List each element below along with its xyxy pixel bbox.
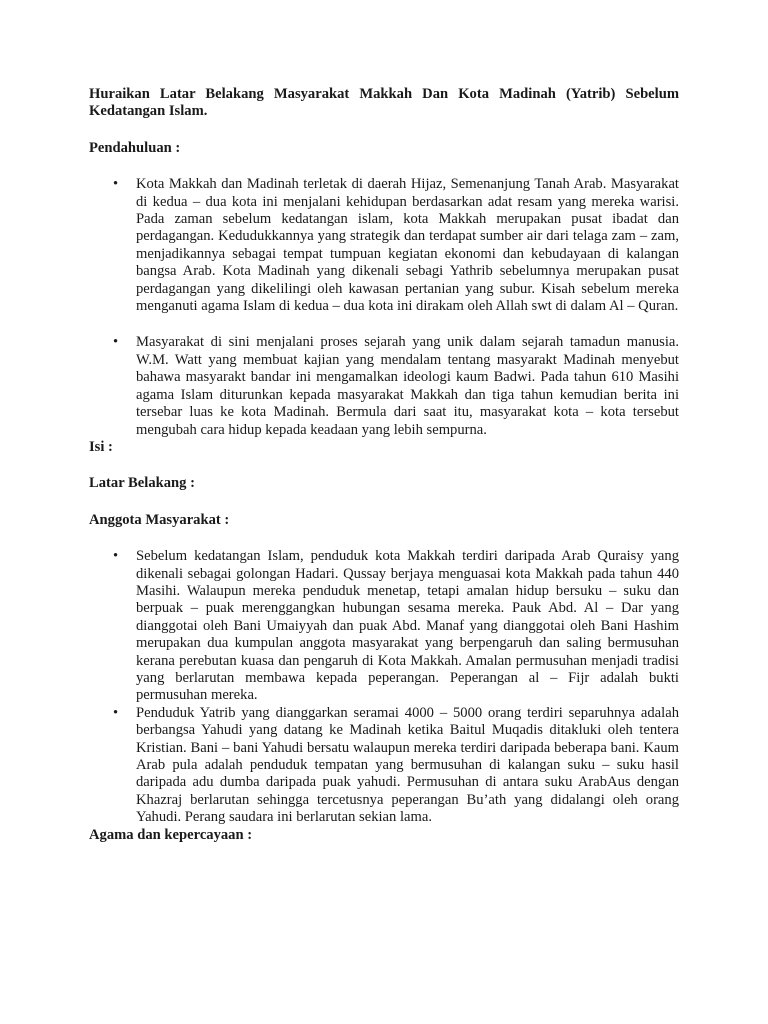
heading-latar-belakang: Latar Belakang : <box>89 475 195 492</box>
list-item <box>89 176 679 315</box>
bullet-icon: • <box>113 334 119 351</box>
document-body <box>89 86 679 863</box>
list-item <box>89 705 679 827</box>
bullet-icon: • <box>113 704 119 721</box>
anggota-masyarakat-list <box>89 548 679 827</box>
list-item-text: Kota Makkah dan Madinah terletak di daerah Hijaz, Semenanjung Tanah Arab. Masyarakat di kedua – dua kota ini menjalani kehidupan berdasarkan adat resam yang mereka warisi. Pada zaman sebelum kedatangan islam, kota Makkah merupakan pusat ibadat dan perdagangan. Kedudukkannya yang strategik dan terdapat sumber air dari telaga zam – zam, menjadikannya sebagai tempat tumpuan kegiatan ekonomi dan kebudayaan di kalangan bangsa Arab. Kota Madinah yang dikenali sebagi Yathrib sebelumnya merupakan pusat perdagangan yang dikelilingi oleh kawasan pertanian yang subur. Kisah sebelum mereka menganuti agama Islam di kedua – dua kota ini dirakam oleh Allah swt di dalam Al – Quran. <box>136 176 679 315</box>
bullet-icon: • <box>113 176 119 193</box>
heading-pendahuluan: Pendahuluan : <box>89 139 181 156</box>
list-item <box>89 334 679 438</box>
bullet-icon: • <box>113 548 119 565</box>
pendahuluan-list <box>89 176 679 439</box>
list-item-text: Sebelum kedatangan Islam, penduduk kota Makkah terdiri daripada Arab Quraisy yang dikenali sebagai golongan Hadari. Qussay berjaya menguasai kota Makkah pada tahun 440 Masihi. Walaupun mereka penduduk menetap, tetapi amalan hidup bersuku – suku dan berpuak – puak merenggangkan hubungan sesama mereka. Pauk Abd. Al – Dar yang dianggotai oleh Bani Umaiyyah dan puak Abd. Manaf yang dianggotai oleh Bani Hashim merupakan dua kumpulan anggota masyarakat yang berpengaruh dan saling bermusuhan kerana perebutan kuasa dan pengaruh di Kota Makkah. Amalan permusuhan menjadi tradisi yang berlarutan membawa kepada peperangan. Peperangan al – Fijr adalah bukti permusuhan mereka. <box>136 548 679 704</box>
heading-anggota-masyarakat: Anggota Masyarakat : <box>89 511 230 528</box>
list-item-text: Penduduk Yatrib yang dianggarkan seramai 4000 – 5000 orang terdiri separuhnya adalah berbangsa Yahudi yang datang ke Madinah ketika Baitul Muqadis ditakluki oleh tentera Kristian. Bani – bani Yahudi bersatu walaupun mereka terdiri daripada beberapa bani. Kaum Arab pula adalah penduduk tempatan yang bermusuhan di kalangan suku – suku hasil daripada adu dumba daripada puak yahudi. Permusuhan di antara suku ArabAus dengan Khazraj berlarutan sehingga tercetusnya peperangan Bu’ath yang didalangi oleh orang Yahudi. Perang saudara ini berlarutan sekian lama. <box>136 704 679 826</box>
heading-agama-dan-kepercayaan: Agama dan kepercayaan : <box>89 826 253 843</box>
list-item <box>89 548 679 705</box>
list-item-text: Masyarakat di sini menjalani proses sejarah yang unik dalam sejarah tamadun manusia. W.M. Watt yang membuat kajian yang mendalam tentang masyarakt Madinah menyebut bahawa masyarakt bandar ini mengamalkan ideologi kaum Badwi. Pada tahun 610 Masihi agama Islam diturunkan kepada masyarakat Makkah dan tiga tahun kemudian berita ini tersebar luas ke kota Madinah. Bermula dari saat itu, masyarakat kota – kota tersebut mengubah cara hidup kepada keadaan yang lebih sempurna. <box>136 334 679 438</box>
heading-isi: Isi : <box>89 438 113 455</box>
document-title: Huraikan Latar Belakang Masyarakat Makkah Dan Kota Madinah (Yatrib) Sebelum Kedatangan Islam. <box>89 86 679 120</box>
